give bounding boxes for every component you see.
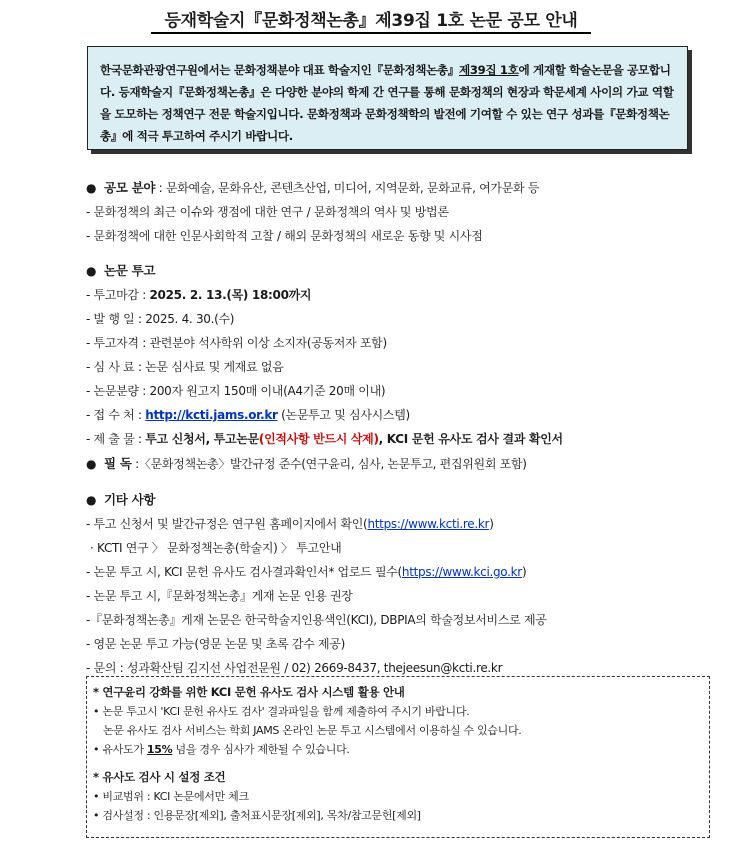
receipt-label: - 접 수 처 : [86,408,146,422]
etc-line1-text: - 투고 신청서 및 발간규정은 연구원 홈페이지에서 확인( [86,517,368,531]
etc-row-citation: - 논문 투고 시,『문화정책논총』게재 논문 인용 권장 [86,589,353,603]
intro-text-part2: 에 게재할 학술논문을 공모합니다. 등재학술지『문화정책논총』은 다양한 분야의 학제 간 연구를 통해 문화정책의 현장과 학문세계 사이의 가교 역할을 도모하는 정책연구 전문 학술지입니다. 문화정책과 문화정책학의 발전에 기여할 수 있는 연구 성과를『문화정책논총』에 적극 투고하여 주시기 바랍니다. [100,63,674,143]
page-title [0,6,742,31]
deadline-label: - 투고마감 : [86,288,150,302]
etc-row-kci [86,560,547,584]
etc-heading [86,488,547,512]
required-row [86,452,527,476]
fee-row: - 심 사 료 : 논문 심사료 및 게재료 없음 [86,360,284,374]
etc-line1-close: ) [489,517,494,531]
intro-box [87,46,688,150]
notice-item: • 논문 투고시 'KCI 문헌 유사도 검사' 결과파일을 함께 제출하여 주시기 바랍니다. [93,705,470,718]
threshold-text: • 유사도가 [93,743,147,756]
etc-line3-text: - 논문 투고 시, KCI 문헌 유사도 검사결과확인서* 업로드 필수( [86,565,402,579]
section-etc [86,488,547,680]
fields-value: : 문화예술, 문화유산, 콘텐츠산업, 미디어, 지역문화, 문화교류, 여가문화 등 [155,181,540,195]
notice-heading-ethics: * 연구윤리 강화를 위한 KCI 문헌 유사도 검사 시스템 활용 안내 [93,685,405,699]
intro-text-part1: 한국문화관광연구원에서는 문화정책분야 대표 학술지인『문화정책논총』 [100,63,460,77]
section-submission [86,259,563,451]
etc-row-english: - 영문 논문 투고 가능(영문 논문 및 초록 감수 제공) [86,637,345,651]
etc-line3-close: ) [521,565,527,579]
fields-item: - 문화정책의 최근 이슈와 쟁점에 대한 연구 / 문화정책의 역사 및 방법론 [86,205,449,219]
docs-label: - 제 출 물 : [86,432,146,446]
deadline-row [86,283,563,307]
required-label: 필 독 [104,456,132,471]
fields-label: 공모 분야 [104,180,156,195]
deadline-value: 2025. 2. 13.(목) 18:00까지 [149,288,312,302]
section-fields [86,176,539,248]
bullet-icon: ● [86,457,97,471]
etc-row-path: · KCTI 연구 〉 문화정책논총(학술지) 〉 투고안내 [90,541,342,555]
intro-issue: 제39집 1호 [459,63,519,77]
etc-row-guidelines [86,512,547,536]
docs-extra: , KCI 문헌 유사도 검사 결과 확인서 [378,432,563,446]
docs-row [86,427,563,451]
etc-row-service: -『문화정책논총』게재 논문은 한국학술지인용색인(KCI), DBPIA의 학술정보서비스로 제공 [86,613,547,627]
docs-main: 투고 신청서, 투고논문 [145,432,259,446]
submission-heading [86,259,563,283]
notice-item: • 비교범위 : KCI 논문에서만 체크 [93,790,249,803]
bullet-icon: ● [86,181,97,195]
notice-item: 논문 유사도 검사 서비스는 학회 JAMS 온라인 논문 투고 시스템에서 이용하실 수 있습니다. [103,724,522,737]
fields-heading [86,176,539,200]
publish-row: - 발 행 일 : 2025. 4. 30.(수) [86,312,235,326]
receipt-note: (논문투고 및 심사시스템) [277,408,410,422]
notice-heading-settings: * 유사도 검사 시 설정 조건 [93,770,226,784]
page-title-text: 등재학술지『문화정책논총』제39집 1호 논문 공모 안내 [151,11,592,34]
section-required [86,452,527,476]
notice-item-threshold [93,740,703,759]
docs-warning: (인적사항 반드시 삭제) [258,432,379,446]
fields-item: - 문화정책에 대한 인문사회학적 고찰 / 해외 문화정책의 새로운 동향 및 시사점 [86,229,483,243]
threshold-text-end: 넘을 경우 심사가 제한될 수 있습니다. [172,743,350,756]
bullet-icon: ● [86,264,97,278]
etc-label: 기타 사항 [104,492,156,507]
qualification-row: - 투고자격 : 관련분야 석사학위 이상 소지자(공동저자 포함) [86,336,387,350]
receipt-row [86,403,563,427]
notice-item: • 검사설정 : 인용문장[제외], 출처표시문장[제외], 목차/참고문헌[제외] [93,809,421,822]
kci-link[interactable]: https://www.kci.go.kr [401,565,522,579]
kcti-homepage-link[interactable]: https://www.kcti.re.kr [367,517,490,531]
submission-label: 논문 투고 [104,263,156,278]
length-row: - 논문분량 : 200자 원고지 150매 이내(A4기준 20매 이내) [86,384,386,398]
notice-box [86,676,710,838]
required-value: :〈문화정책논총〉발간규정 준수(연구윤리, 심사, 논문투고, 편집위원회 포함) [131,457,527,471]
etc-row-contact: - 문의 : 성과확산팀 김지선 사업전문원 / 02) 2669-8437, thejeesun@kcti.re.kr [86,661,503,675]
threshold-percent: 15% [146,743,173,756]
receipt-link[interactable]: http://kcti.jams.or.kr [145,408,278,422]
bullet-icon: ● [86,493,97,507]
